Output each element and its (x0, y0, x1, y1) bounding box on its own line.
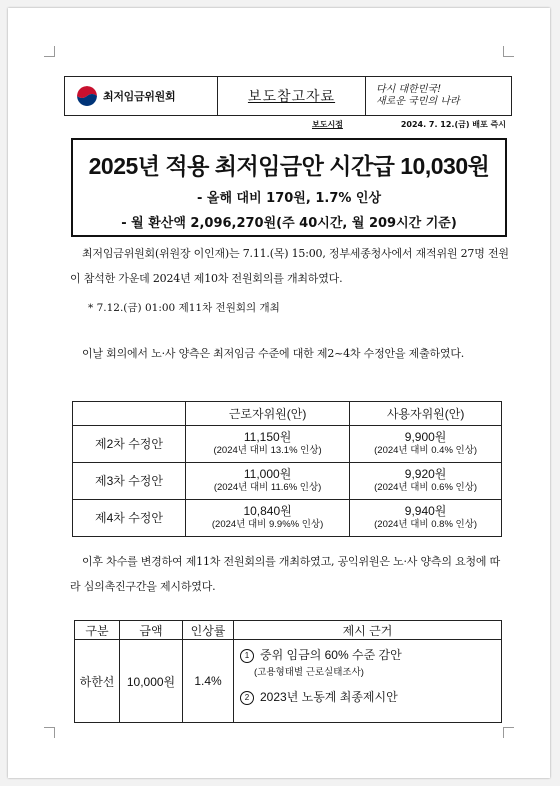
slogan (366, 77, 511, 115)
worker-note: (2024년 대비 11.6% 인상) (213, 482, 322, 493)
row-label: 제3차 수정안 (73, 463, 186, 500)
government-emblem-icon (77, 86, 97, 106)
employer-note: (2024년 대비 0.6% 인상) (374, 482, 478, 493)
table-header-cell: 제시 근거 (234, 621, 502, 640)
employer-note: (2024년 대비 0.8% 인상) (374, 519, 478, 530)
crop-mark (503, 727, 514, 738)
table-header-cell: 구분 (75, 621, 120, 640)
crop-mark (503, 46, 514, 57)
number-circle-2: 2 (240, 691, 254, 705)
number-circle-1: 1 (240, 649, 254, 663)
row-label: 제2차 수정안 (73, 426, 186, 463)
main-title: 2025년 적용 최저임금안 시간급 10,030원 (88, 153, 490, 179)
employer-note: (2024년 대비 0.4% 인상) (374, 445, 478, 456)
worker-cell (186, 500, 350, 537)
table-header-cell: 근로자위원(안) (186, 402, 350, 426)
basis-item-1 (240, 646, 501, 663)
rate-cell: 1.4% (183, 640, 234, 723)
basis-1-sub: (고용형태별 근로실태조사) (254, 667, 364, 678)
embargo-value: 2024. 7. 12.(금) 배포 즉시 (400, 120, 506, 129)
worker-amount: 11,000원 (243, 467, 292, 481)
table-header-cell: 금액 (120, 621, 183, 640)
employer-cell (350, 500, 502, 537)
embargo-row (64, 117, 510, 131)
employer-cell (350, 463, 502, 500)
embargo-label: 보도시점 (312, 120, 343, 129)
employer-amount: 9,940원 (404, 504, 447, 518)
paragraph-2 (70, 341, 510, 366)
worker-note: (2024년 대비 9.9%% 인상) (211, 519, 324, 530)
subtitle-1: - 올해 대비 170원, 1.7% 인상 (196, 191, 382, 206)
worker-amount: 11,150원 (243, 430, 292, 444)
org-name: 최저임금위원회 (103, 90, 176, 103)
doc-type: 보도참고자료 (247, 89, 336, 105)
range-table (74, 620, 502, 723)
paragraph-1 (70, 241, 510, 291)
employer-cell (350, 426, 502, 463)
org-block (65, 77, 218, 115)
note-1: * 7.12.(금) 01:00 제11차 전원회의 개최 (88, 302, 280, 314)
table-header-cell: 사용자위원(안) (350, 402, 502, 426)
table-header-row (75, 621, 502, 640)
press-header (64, 76, 512, 116)
table-row (73, 463, 502, 500)
worker-amount: 10,840원 (243, 504, 292, 518)
paragraph-2-text: 이날 회의에서 노·사 양측은 최저임금 수준에 대한 제2~4차 수정안을 제출하였다. (82, 347, 465, 360)
employer-amount: 9,920원 (404, 467, 447, 481)
document-page (8, 8, 550, 778)
doc-type-block (218, 77, 366, 115)
table-header-cell (73, 402, 186, 426)
crop-mark (44, 46, 55, 57)
slogan-line-1: 다시 대한민국! (376, 84, 442, 95)
worker-note: (2024년 대비 13.1% 인상) (213, 445, 322, 456)
worker-cell (186, 463, 350, 500)
proposals-table (72, 401, 502, 537)
table-row (73, 500, 502, 537)
worker-cell (186, 426, 350, 463)
paragraph-3-text: 이후 차수를 변경하여 제11차 전원회의를 개최하였고, 공익위원은 노·사 양측의 요청에 따라 심의촉진구간을 제시하였다. (70, 555, 501, 593)
basis-2-text: 2023년 노동계 최종제시안 (260, 690, 398, 704)
slogan-line-2: 새로운 국민의 나라 (376, 96, 460, 107)
subtitle-2: - 월 환산액 2,096,270원(주 40시간, 월 209시간 기준) (121, 216, 457, 231)
table-row (73, 426, 502, 463)
table-row (75, 640, 502, 723)
employer-amount: 9,900원 (404, 430, 447, 444)
crop-mark (44, 727, 55, 738)
amount-cell: 10,000원 (120, 640, 183, 723)
basis-1-text: 중위 임금의 60% 수준 감안 (260, 648, 402, 662)
basis-item-2 (240, 688, 501, 705)
kind-cell: 하한선 (75, 640, 120, 723)
paragraph-3 (70, 549, 510, 599)
table-header-cell: 인상률 (183, 621, 234, 640)
title-box (71, 138, 507, 237)
row-label: 제4차 수정안 (73, 500, 186, 537)
basis-cell (234, 640, 502, 723)
paragraph-1-text: 최저임금위원회(위원장 이인재)는 7.11.(목) 15:00, 정부세종청사에서 재적위원 27명 전원이 참석한 가운데 2024년 제10차 전원회의를 개최하였다. (70, 247, 509, 285)
table-header-row (73, 402, 502, 426)
